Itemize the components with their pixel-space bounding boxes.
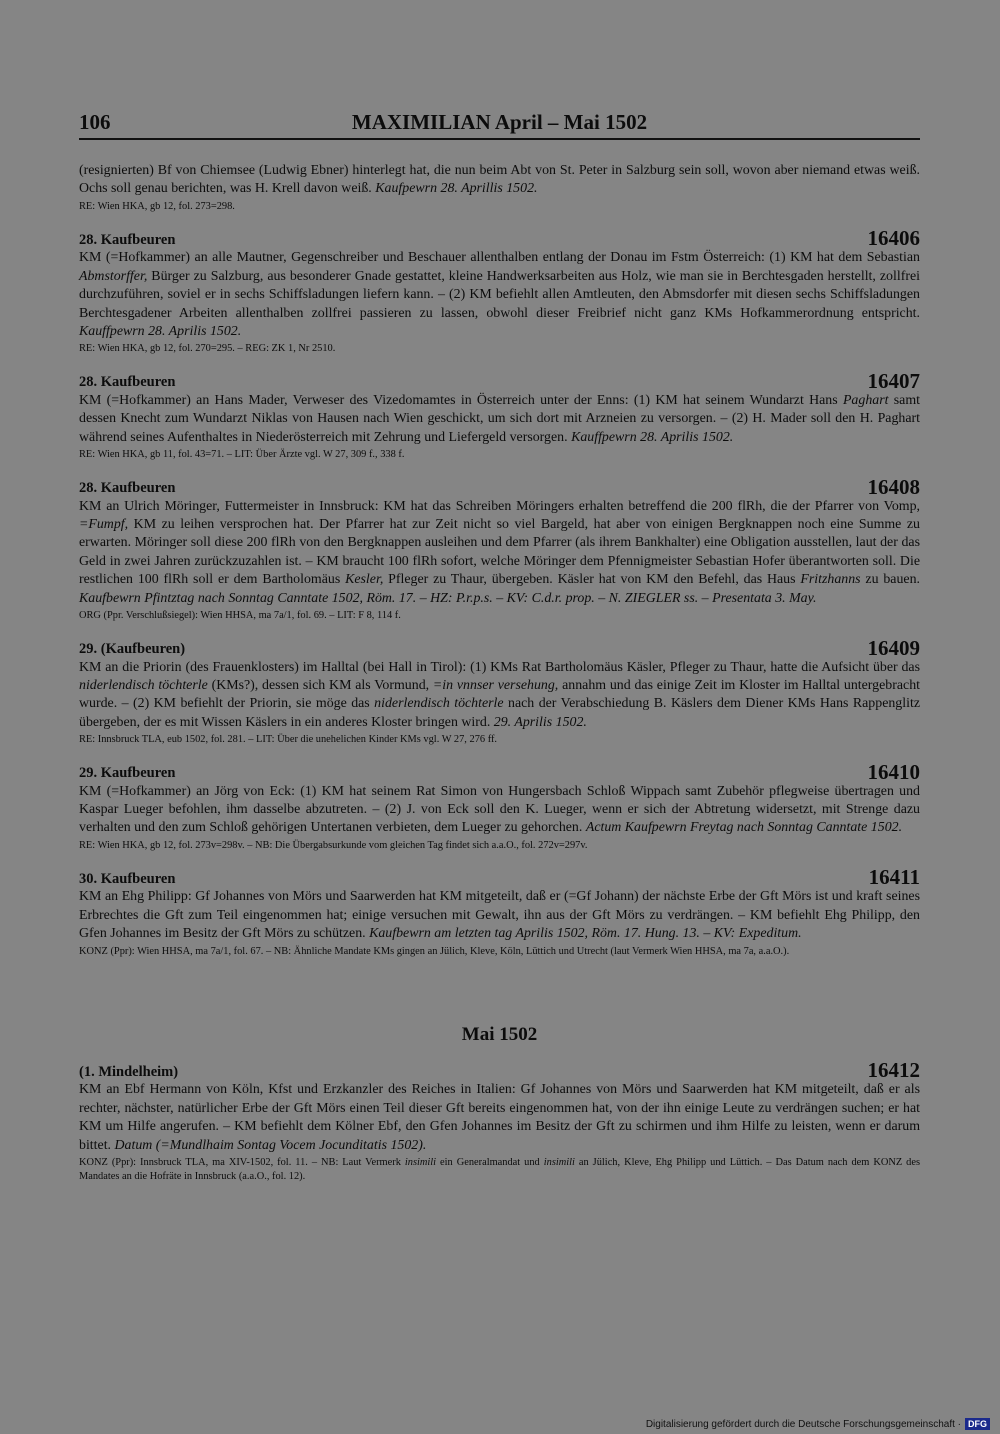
entry-note: KONZ (Ppr): Innsbruck TLA, ma XIV-1502, fol. 11. – NB: Laut Vermerk insimili ein Generalmandat und insimili an Jülich, Kleve, Ehg Philipp und Lüttich. – Das Datum nach dem KONZ des Mandates an die Hofräte in Innsbruck (a.a.O., fol. 12). [79,1157,920,1182]
page-title: MAXIMILIAN April – Mai 1502 [351,110,648,134]
entry-16410 [79,759,920,853]
entry-16406 [79,228,920,356]
entry-16409 [79,635,920,747]
entry-date: 28. Kaufbeuren [79,374,176,391]
entry-number: 16411 [868,865,920,890]
dfg-logo: DFG [965,1418,990,1430]
footer-credit: Digitalisierung gefördert durch die Deutsche Forschungsgemeinschaft · DFG [646,1418,990,1430]
entry-text: KM (=Hofkammer) an Jörg von Eck: (1) KM hat seinem Rat Simon von Hungersbach Schloß Wippach samt Zubehör pflegweise übertragen und Kaspar Lueger befohlen, ihm dasselbe abzutreten. – (2) J. von Eck soll den K. Lueger, wenn er sich der Abtretung widersetzt, mit Strenge dazu verhalten und den zum Schloß gehörigen Untertanen verbieten, dem Lueger zu gehorchen. Actum Kaufpewrn Freytag nach Sonntag Canntate 1502. [79,783,920,836]
entry-number: 16406 [867,226,920,251]
entry-date: 29. Kaufbeuren [79,765,176,782]
entry-text: KM an Ebf Hermann von Köln, Kfst und Erzkanzler des Reiches in Italien: Gf Johannes von Mörs und Saarwerden hat KM mitgeteilt, daß er als rechter, nächster, natürlicher Erbe der Gft Mörs einen Teil dieser Gft bereits eingenommen hat, von der ihn einige Leute zu verdrängen suchen; er hat KM um Hilfe angerufen. – KM befiehlt dem Kölner Ebf, den Gfen Johannes im Besitz der Gft zu schirmen und ihm Hilfe zu leisten, wenn er darum bittet. Datum (=Mundlhaim Sontag Vocem Jocunditatis 1502). [79,1082,920,1153]
section-title: Mai 1502 [461,1024,538,1046]
page-number: 106 [79,110,111,134]
entry-number: 16412 [867,1058,920,1083]
entry-text: KM an die Priorin (des Frauenklosters) im Halltal (bei Hall in Tirol): (1) KMs Rat Bartholomäus Käsler, Pfleger zu Thaur, hatte die Aufsicht über das niderlendisch töchterle (KMs?), dessen sich KM als Vormund, =in vnnser versehung, annahm und das einige Zeit im Kloster im Halltal untergebracht wurde. – (2) KM befiehlt der Priorin, sie möge das niderlendisch töchterle nach der Verabschiedung B. Käslers dem Diener KMs Hans Rappenglitz übergeben, der es mit Wissen Käslers in ein anderes Kloster bringen wird. 29. Aprilis 1502. [79,659,920,730]
entry-number: 16407 [867,368,920,393]
entry-16412 [79,1060,920,1183]
entry-16408 [79,474,921,623]
entry-text: KM (=Hofkammer) an alle Mautner, Gegenschreiber und Beschauer allenthalben entlang der Donau im Fstm Österreich: (1) KM hat dem Sebastian Abmstorffer, Bürger zu Salzburg, aus besonderer Gnade gestattet, kleine Handwerksarbeiten aus Holz, wie man sie in Berchtesgaden herstellt, zollfrei durchzuführen, soviel er in sechs Schiffsladungen liefern kann. – (2) KM befiehlt allen Amtleuten, den Abmsdorfer mit diesen sechs Schiffsladungen Berchtesgadener Arbeiten allenthalben zollfrei passieren zu lassen, obwohl dieser Freibrief nicht ganz KMs Hofkammerordnung entspricht. Kauffpewrn 28. Aprilis 1502. [79,250,920,339]
entry-16407 [79,368,920,462]
footer-text: Digitalisierung gefördert durch die Deutsche Forschungsgemeinschaft [645,1418,955,1430]
entry-note: ORG (Ppr. Verschlußsiegel): Wien HHSA, ma 7a/1, fol. 69. – LIT: F 8, 114 f. [79,610,401,621]
entry-number: 16410 [867,759,920,784]
entry-note: RE: Wien HKA, gb 11, fol. 43=71. – LIT: Über Ärzte vgl. W 27, 309 f., 338 f. [79,449,405,461]
page-header [79,108,920,140]
intro-note: RE: Wien HKA, gb 12, fol. 273=298. [79,200,235,212]
entry-number: 16409 [867,635,920,660]
entry-date: 28. Kaufbeuren [79,480,176,497]
page-content [79,162,920,1183]
entry-note: RE: Wien HKA, gb 12, fol. 270=295. – REG: ZK 1, Nr 2510. [79,343,336,355]
entry-date: 28. Kaufbeuren [79,231,176,248]
entry-note: KONZ (Ppr): Wien HHSA, ma 7a/1, fol. 67. – NB: Ähnliche Mandate KMs gingen an Jülich, Kleve, Köln, Lüttich und Utrecht (laut Vermerk Wien HHSA, ma 7a, a.a.O.). [79,945,790,957]
intro-paragraph: (resignierten) Bf von Chiemsee (Ludwig Ebner) hinterlegt hat, die nun beim Abt von St. Peter in Salzburg sein soll, wovon aber niemand etwas weiß. Ochs soll genau berichten, was H. Krell davon weiß. Kaufpewrn 28. Aprillis 1502. [79,163,920,197]
entry-note: RE: Innsbruck TLA, eub 1502, fol. 281. – LIT: Über die unehelichen Kinder KMs vgl. W 27, 276 ff. [79,734,498,746]
entry-date: (1. Mindelheim) [79,1064,179,1081]
entry-number: 16408 [867,474,920,499]
entry-text: KM an Ulrich Möringer, Futtermeister in Innsbruck: KM hat das Schreiben Möringers erhalten betreffend die 200 flRh, die der Pfarrer von Vomp, =Fumpf, KM zu leihen versprochen hat. Der Pfarrer hat zur Zeit nicht so viel Bargeld, hat aber von einigen Bergknappen noch eine Summe zu erwarten. Möringer soll diese 200 flRh von den Bergknappen ausleihen und dem Pfarrer (als ihrem Bankhalter) eine Obligation ausstellen, laut der das Geld in zwei Jahren zurückzuzahlen ist. – KM braucht 100 flRh sofort, welche Möringer dem Pfennigmeister Sebastian Hofer überantworten soll. Die restlichen 100 flRh soll er dem Bartholomäus Kesler, Pfleger zu Thaur, übergeben. Käsler hat von KM den Befehl, das Haus Fritzhanns zu bauen. Kaufbewrn Pfintztag nach Sonntag Canntate 1502, Röm. 17. – HZ: P.r.p.s. – KV: C.d.r. prop. – N. ZIEGLER ss. – Presentata 3. May. [79,498,921,606]
entry-date: 29. (Kaufbeuren) [79,641,186,658]
entry-text: KM an Ehg Philipp: Gf Johannes von Mörs und Saarwerden hat KM mitgeteilt, daß er (=Gf Johann) der nächste Erbe der Gft Mörs ist und kraft seines Erbrechtes die Gft zum Teil eingenommen hat; einige versuchen mit Gewalt, ihn aus der Gft Mörs zu verdrängen. – KM befiehlt Ehg Philipp, den Gfen Johannes im Besitz der Gft Mörs zu schützen. Kaufbewrn am letzten tag Aprilis 1502, Röm. 17. Hung. 13. – KV: Expeditum. [79,889,920,942]
entry-note: RE: Wien HKA, gb 12, fol. 273v=298v. – NB: Die Übergabsurkunde vom gleichen Tag findet sich a.a.O., fol. 272v=297v. [79,839,588,851]
entry-16411 [79,867,920,958]
entry-text: KM (=Hofkammer) an Hans Mader, Verweser des Vizedomamtes in Österreich unter der Enns: (1) KM hat seinem Wundarzt Hans Paghart samt dessen Knecht zum Wundarzt Niklas von Hausen nach Wien geschickt, um sich dort mit Arzneien zu versorgen. – (2) H. Mader soll den H. Paghart während seines Aufenthaltes in Niederösterreich mit Zehrung und Liefergeld versorgen. Kauffpewrn 28. Aprilis 1502. [79,392,920,445]
entry-date: 30. Kaufbeuren [79,870,176,887]
